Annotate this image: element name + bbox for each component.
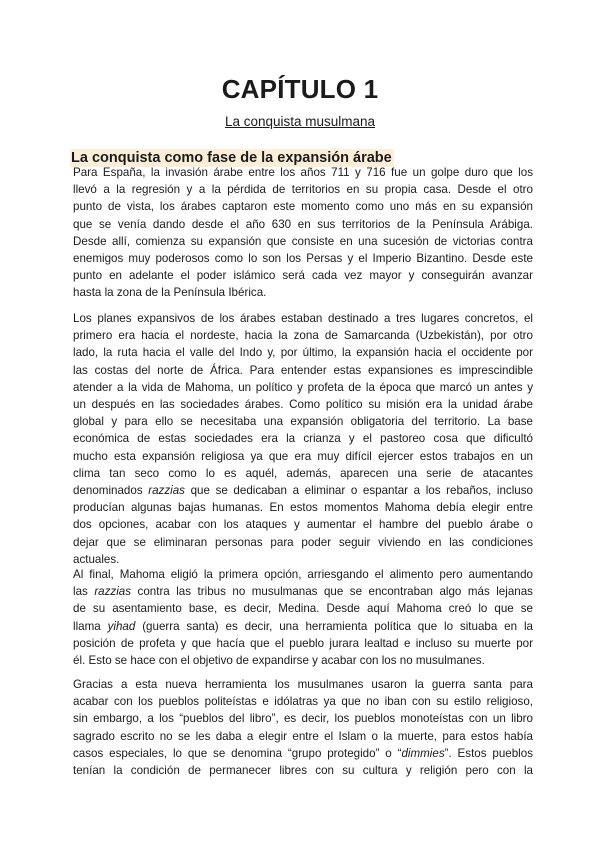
text-line: enemigos muy poderosos como lo son los Persas y el Imperio Bizantino. Desde este — [73, 252, 533, 266]
chapter-title: CAPÍTULO 1 — [221, 74, 379, 104]
text-line: atender a la vida de Mahoma, un político y profeta de la época que marcó un antes y — [73, 380, 533, 394]
text-run: contra las tribus no musulmanas que se encontraban algo más lejanas — [137, 585, 533, 599]
text-line — [73, 583, 533, 600]
text-line: Los planes expansivos de los árabes estaban destinado a tres lugares concretos, el — [73, 312, 533, 325]
text-line: punto de vista, los árabes captaron este momento como uno más en su expansión — [73, 200, 533, 214]
italic-term: razzias — [94, 585, 132, 599]
text-line: un después en las sociedades árabes. Como político su misión era la unidad árabe — [73, 398, 533, 412]
text-run: llama — [73, 619, 101, 633]
text-line — [73, 482, 533, 499]
text-line: tenían la condición de permanecer libres con su cultura y religión pero con la — [73, 764, 533, 778]
text-run: denominados — [73, 484, 143, 498]
italic-term: razzias — [148, 484, 185, 498]
text-line: Desde allí, comienza su expansión que consiste en una sucesión de victorias contra — [73, 234, 533, 248]
text-line: clima tan seco como lo es aquél, además, aparecen una serie de atacantes — [73, 466, 533, 480]
text-line: dos opciones, acabar con los ataques y aumentar el hambre del pueblo árabe o — [73, 518, 533, 532]
text-line: global y para ello se necesitaba una expansión obligatoria del territorio. La base — [73, 415, 533, 429]
text-line — [73, 618, 533, 635]
text-run: que se dedicaban a eliminar o espantar a los rebaños, incluso — [190, 484, 533, 498]
text-line: que se venía dando desde el año 630 en sus territorios de la Península Arábiga. — [73, 217, 533, 231]
text-line: Al final, Mahoma eligió la primera opción, arriesgando el alimento pero aumentando — [73, 568, 533, 581]
italic-term: yihad — [107, 619, 136, 633]
text-line: punto en adelante el poder islámico será cada vez mayor y conseguirán avanzar — [73, 269, 533, 283]
text-line: las costas del norte de África. Para entender estas expansiones es imprescindible — [73, 363, 533, 377]
text-line: llevó a la regresión y a la pérdida de territorios en su propia casa. Desde el otro — [73, 183, 533, 197]
paragraph-1 — [73, 164, 533, 302]
section-heading: La conquista como fase de la expansión árabe — [71, 150, 392, 166]
text-line: primero era hacia el nordeste, hacia la zona de Samarcanda (Uzbekistán), por otro — [73, 329, 533, 343]
text-line: hasta la zona de la Península Ibérica. — [73, 286, 267, 300]
text-line: Gracias a esta nueva herramienta los musulmanes usaron la guerra santa para — [73, 678, 533, 691]
text-run: casos especiales, lo que se denomina “grupo protegido” o “ — [73, 746, 402, 760]
text-line: mucho esta expansión religiosa ya que era muy difícil ejercer estos trabajos en un — [73, 449, 533, 463]
chapter-subtitle: La conquista musulmana — [224, 114, 376, 129]
paragraph-2 — [73, 310, 533, 568]
text-line — [73, 745, 533, 762]
paragraph-4 — [73, 676, 533, 779]
text-line: dejar que se eliminaran personas para poder seguir viviendo en las condiciones — [73, 535, 533, 549]
text-line: sin embargo, a los “pueblos del libro”, es decir, los pueblos monoteístas con un libro — [73, 712, 533, 726]
text-run: las — [73, 585, 88, 599]
text-line: de su asentamiento base, es decir, Medina. Desde aquí Mahoma creó lo que se — [73, 602, 533, 616]
paragraph-3 — [73, 566, 533, 669]
text-line: actuales. — [73, 552, 120, 566]
text-run: ”. Estos pueblos — [444, 746, 534, 760]
text-run: (guerra santa) es decir, una herramienta política que lo situaba en la — [142, 619, 533, 633]
italic-term: dimmies — [401, 746, 445, 760]
text-line: sagrado escrito no se les daba a elegir entre el Islam o la muerte, para estos había — [73, 729, 533, 743]
text-line: acabar con los pueblos politeístas e idólatras ya que no iban con su estilo religioso, — [73, 695, 533, 709]
text-line: posición de profeta y que hacía que el pueblo jurara lealtad e incluso su muerte por — [73, 636, 533, 650]
text-line: Para España, la invasión árabe entre los años 711 y 716 fue un golpe duro que los — [73, 166, 533, 179]
text-line: lado, la ruta hacia el valle del Indo y, por último, la expansión hacia el occidente por — [73, 346, 533, 360]
text-line: producían algunas bajas humanas. En estos momentos Mahoma debía elegir entre — [73, 501, 533, 515]
text-line: económica de estas sociedades era la crianza y el pastoreo cosa que dificultó — [73, 432, 533, 446]
text-line: él. Esto se hace con el objetivo de expandirse y acabar con los no musulmanes. — [73, 654, 485, 668]
